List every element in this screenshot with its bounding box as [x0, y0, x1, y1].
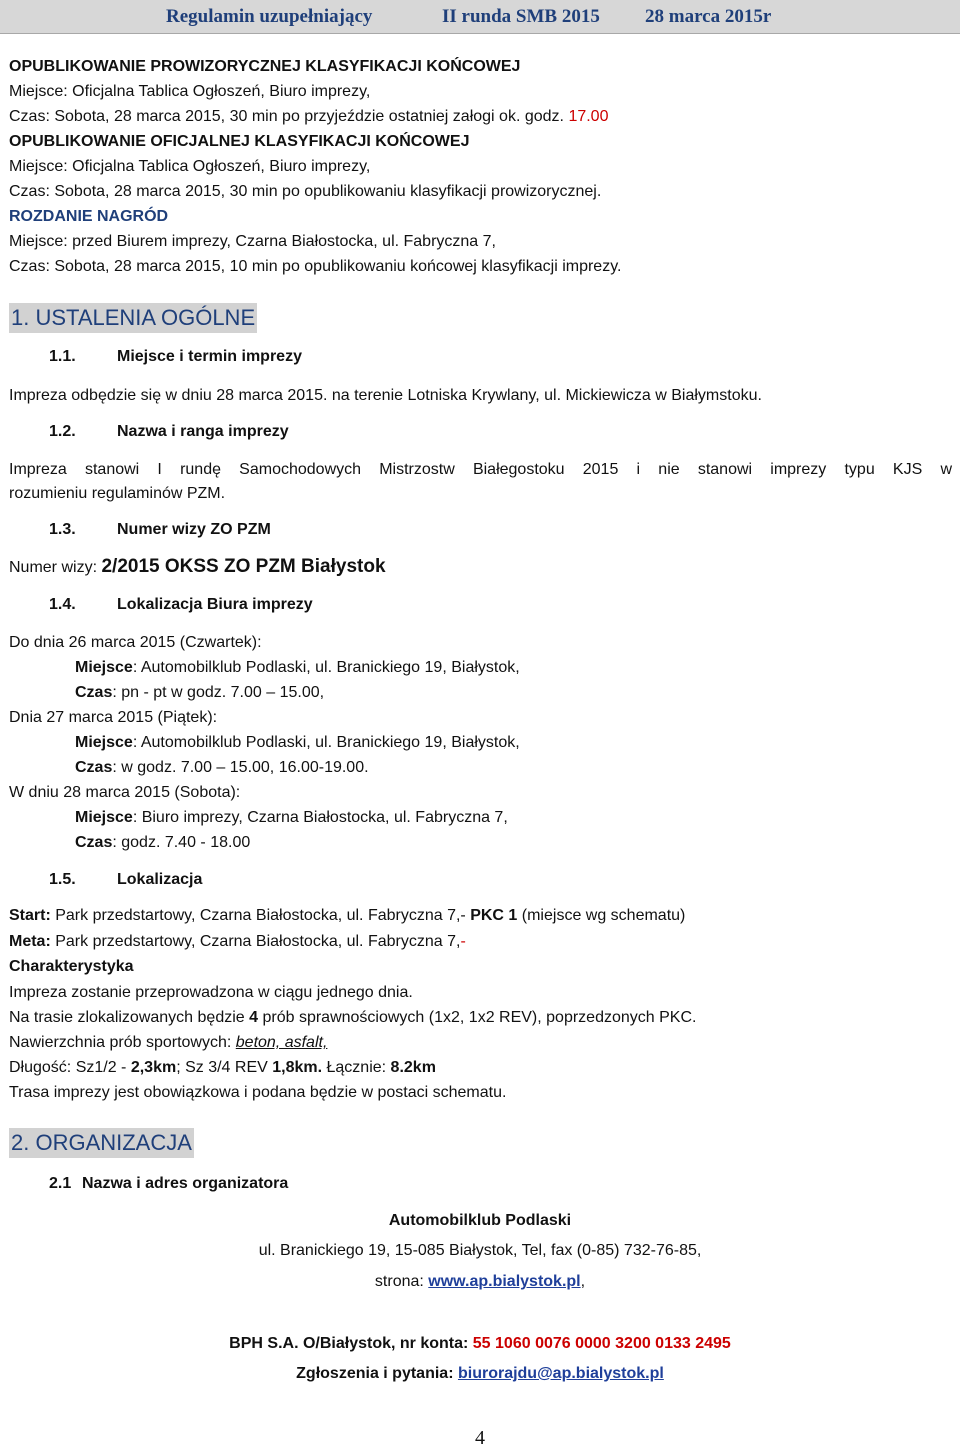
characteristics-line: Impreza zostanie przeprowadzona w ciągu jednego dnia. [9, 984, 413, 1001]
characteristics-line: Nawierzchnia prób sportowych: beton, asfalt, [9, 1034, 328, 1051]
office-place: Miejsce: Automobilklub Podlaski, ul. Branickiego 19, Białystok, [75, 734, 520, 751]
characteristics-line: Na trasie zlokalizowanych będzie 4 prób sprawnościowych (1x2, 1x2 REV), poprzedzonych PKC. [9, 1009, 697, 1026]
intro-heading-awards: ROZDANIE NAGRÓD [9, 208, 169, 225]
intro-line: Czas: Sobota, 28 marca 2015, 30 min po opublikowaniu klasyfikacji prowizorycznej. [9, 183, 602, 200]
bank-account: BPH S.A. O/Białystok, nr konta: 55 1060 0076 0000 3200 0133 2495 [229, 1335, 731, 1352]
office-date: Dnia 27 marca 2015 (Piątek): [9, 709, 218, 726]
organizer-name: Automobilklub Podlaski [388, 1212, 572, 1229]
office-place: Miejsce: Automobilklub Podlaski, ul. Branickiego 19, Białystok, [75, 659, 520, 676]
contact-line: Zgłoszenia i pytania: biurorajdu@ap.bialystok.pl [296, 1365, 664, 1382]
intro-line: Czas: Sobota, 28 marca 2015, 10 min po opublikowaniu końcowej klasyfikacji imprezy. [9, 258, 622, 275]
intro-line: Miejsce: przed Biurem imprezy, Czarna Białostocka, ul. Fabryczna 7, [9, 233, 496, 250]
office-place: Miejsce: Biuro imprezy, Czarna Białostocka, ul. Fabryczna 7, [75, 809, 508, 826]
intro-heading-official: OPUBLIKOWANIE OFICJALNEJ KLASYFIKACJI KOŃCOWEJ [9, 133, 470, 150]
organizer-address: ul. Branickiego 19, 15-085 Białystok, Tel, fax (0-85) 732-76-85, [258, 1242, 702, 1259]
header-date: 28 marca 2015r [645, 6, 772, 27]
office-time: Czas: godz. 7.40 - 18.00 [75, 834, 251, 851]
website-link[interactable]: www.ap.bialystok.pl [428, 1273, 581, 1290]
page-header [0, 0, 960, 34]
office-date: W dniu 28 marca 2015 (Sobota): [9, 784, 241, 801]
paragraph: rozumieniu regulaminów PZM. [9, 485, 226, 502]
office-date: Do dnia 26 marca 2015 (Czwartek): [9, 634, 262, 651]
header-doc-title: Regulamin uzupełniający [166, 6, 373, 27]
start-location: Start: Park przedstartowy, Czarna Białostocka, ul. Fabryczna 7,- PKC 1 (miejsce wg schematu) [9, 907, 686, 924]
paragraph: Impreza stanowi I rundę Samochodowych Mistrzostw Białegostoku 2015 i nie stanowi imprezy typu KJS w [9, 461, 952, 478]
email-link[interactable]: biurorajdu@ap.bialystok.pl [457, 1365, 664, 1382]
characteristics-line: Długość: Sz1/2 - 2,3km; Sz 3/4 REV 1,8km. Łącznie: 8.2km [9, 1059, 436, 1076]
characteristics-title: Charakterystyka [9, 958, 134, 975]
intro-line: Miejsce: Oficjalna Tablica Ogłoszeń, Biuro imprezy, [9, 83, 371, 100]
page-number: 4 [475, 1427, 485, 1449]
visa-number: Numer wizy: 2/2015 OKSS ZO PZM Białystok [9, 556, 386, 577]
office-time: Czas: pn - pt w godz. 7.00 – 15.00, [75, 684, 325, 701]
section-2-title: 2. ORGANIZACJA [9, 1128, 194, 1158]
intro-line: Czas: Sobota, 28 marca 2015, 30 min po przyjeździe ostatniej załogi ok. godz. 17.00 [9, 108, 609, 125]
organizer-website: strona: www.ap.bialystok.pl, [374, 1273, 586, 1290]
characteristics-line: Trasa imprezy jest obowiązkowa i podana będzie w postaci schematu. [9, 1084, 507, 1101]
finish-location: Meta: Park przedstartowy, Czarna Białostocka, ul. Fabryczna 7,- [9, 933, 466, 950]
office-time: Czas: w godz. 7.00 – 15.00, 16.00-19.00. [75, 759, 369, 776]
paragraph: Impreza odbędzie się w dniu 28 marca 2015. na terenie Lotniska Krywlany, ul. Mickiewicza w Białymstoku. [9, 387, 762, 404]
section-1-title: 1. USTALENIA OGÓLNE [9, 303, 257, 333]
intro-heading-provisional: OPUBLIKOWANIE PROWIZORYCZNEJ KLASYFIKACJI KOŃCOWEJ [9, 58, 521, 75]
intro-line: Miejsce: Oficjalna Tablica Ogłoszeń, Biuro imprezy, [9, 158, 371, 175]
header-event: II runda SMB 2015 [442, 6, 600, 27]
